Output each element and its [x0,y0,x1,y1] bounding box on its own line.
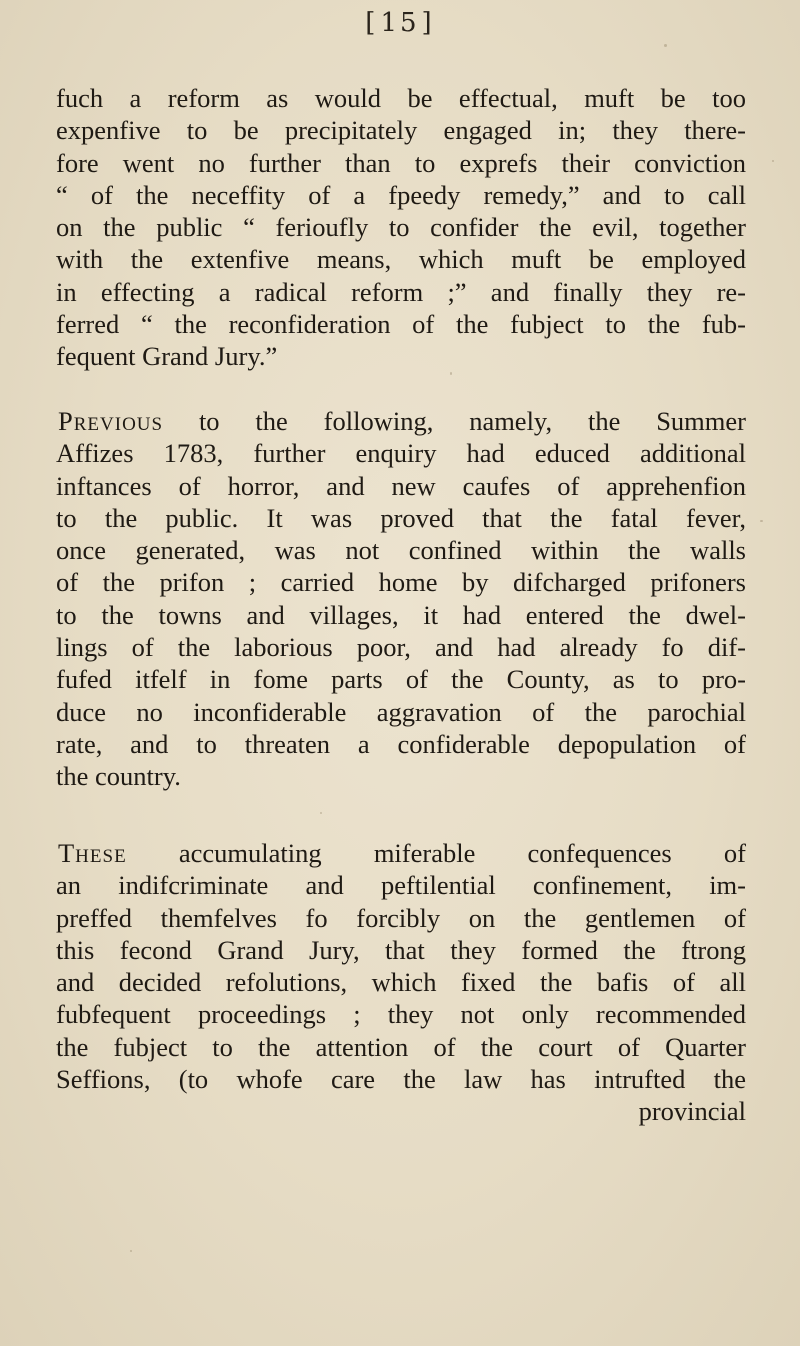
text-line: Affizes 1783, further enquiry had educed additional [56,438,746,469]
text-line: inftances of horror, and new caufes of apprehenfion [56,470,746,501]
paper-speck [320,812,322,814]
text-line: fufed itfelf in fome parts of the County, as to pro- [56,664,746,695]
catchword: provincial [638,1096,746,1127]
text-line: in effecting a radical reform ;” and finally they re- [56,276,746,307]
text-line: lings of the laborious poor, and had already fo dif- [56,632,746,663]
text-line: this fecond Grand Jury, that they formed the ftrong [56,934,746,965]
paragraph-2 [56,405,746,793]
page-number [0,8,800,38]
text-line: fuch a reform as would be effectual, muft be too [56,83,746,113]
text-line: preffed themfelves fo forcibly on the gentlemen of [56,902,746,933]
text-line: expenfive to be precipitately engaged in; they there- [56,115,746,146]
text-line: the fubject to the attention of the court of Quarter [56,1031,746,1062]
text-line: fore went no further than to exprefs their conviction [56,147,746,178]
paper-speck [130,1250,132,1252]
lead-word: These [58,838,127,868]
text-line: and decided refolutions, which fixed the bafis of all [56,967,746,998]
left-bracket: [ [365,8,379,38]
text-line: “ of the neceffity of a fpeedy remedy,” and to call [56,179,746,210]
paragraph-3 [56,837,746,1128]
text-line: on the public “ ferioufly to confider the evil, together [56,212,746,243]
paper-speck [760,520,763,522]
lead-word: Previous [58,406,164,436]
text-line: fubfequent proceedings ; they not only recommended [56,999,746,1030]
text-line-first [56,837,746,869]
text-line-rest: to the following, namely, the Summer [163,406,746,436]
text-line-first [56,405,746,437]
text-line: the country. [56,761,181,792]
text-line: with the extenfive means, which muft be employed [56,244,746,275]
paper-speck [772,160,774,162]
right-bracket: ] [421,8,435,38]
text-line: to the public. It was proved that the fatal fever, [56,502,746,533]
paragraph-1 [56,82,746,373]
text-line-rest: accumulating miferable confequences of [126,838,746,868]
paper-speck [450,372,452,375]
text-line: of the prifon ; carried home by difcharged prifoners [56,567,746,598]
paper-speck [664,44,667,47]
text-line: rate, and to threaten a confiderable depopulation of [56,728,746,759]
text-line: once generated, was not confined within the walls [56,535,746,566]
page-number-value: 15 [380,8,420,38]
text-line: Seffions, (to whofe care the law has intrufted the [56,1064,746,1095]
text-line: duce no inconfiderable aggravation of the parochial [56,696,746,727]
text-line: ferred “ the reconfideration of the fubject to the fub- [56,309,746,340]
text-line: to the towns and villages, it had entered the dwel- [56,599,746,630]
text-line: an indifcriminate and peftilential confinement, im- [56,870,746,901]
text-line: fequent Grand Jury.” [56,341,278,372]
